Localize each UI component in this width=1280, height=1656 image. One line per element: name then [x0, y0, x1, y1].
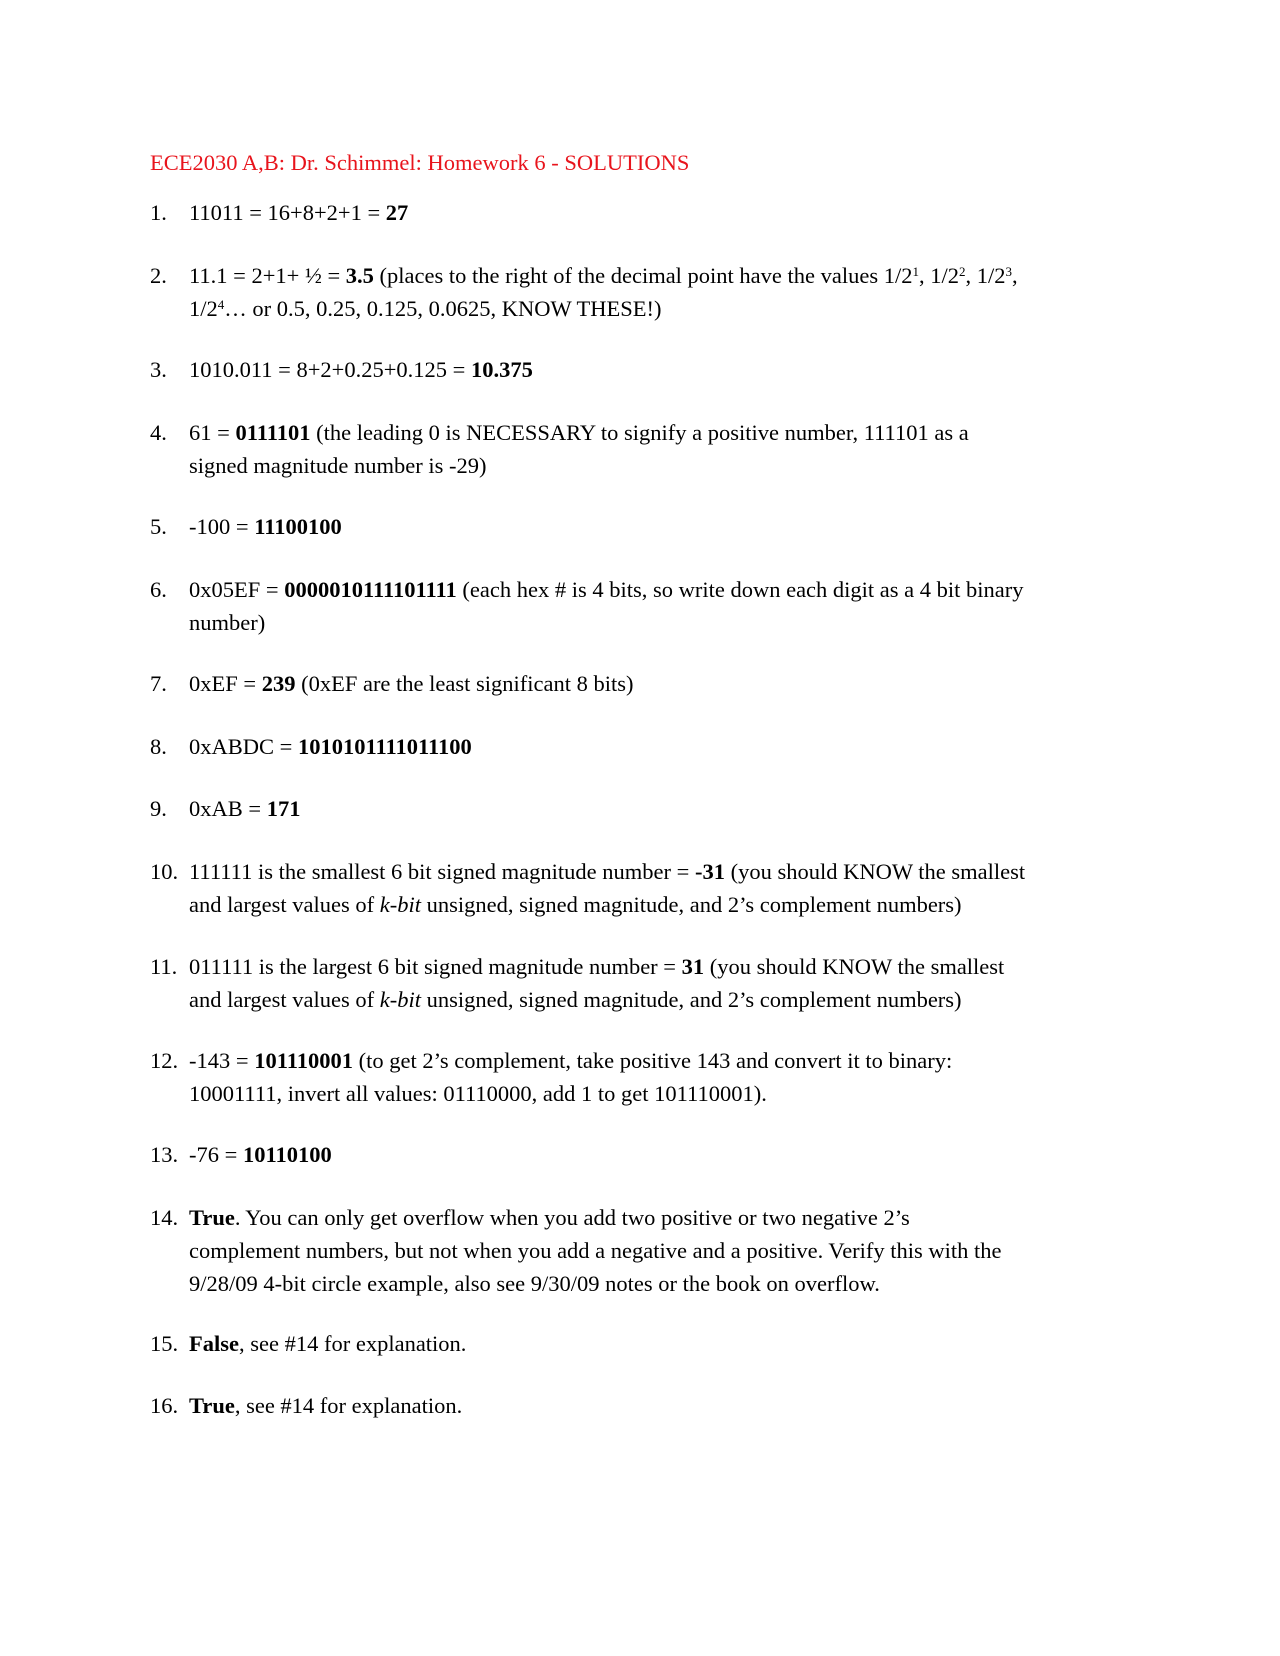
bold-answer: 0111101	[235, 420, 311, 445]
text-segment: and largest values of	[189, 892, 380, 917]
item-number: 3.	[150, 357, 167, 382]
bold-answer: -31	[694, 859, 725, 884]
item-text	[189, 1327, 1140, 1360]
bold-answer: 239	[261, 671, 296, 696]
text-line	[189, 1327, 1140, 1360]
text-segment: 0xEF =	[189, 671, 262, 696]
text-segment: and largest values of	[189, 987, 380, 1012]
text-segment: 61 =	[189, 420, 236, 445]
text-line	[189, 1267, 1140, 1300]
text-line	[189, 196, 1140, 229]
text-segment: (places to the right of the decimal point have the values 1/2	[373, 263, 913, 288]
text-line	[189, 730, 1140, 763]
text-line	[189, 1389, 1140, 1422]
text-segment: 0xABDC =	[189, 734, 298, 759]
bold-answer: 1010101111011100	[297, 734, 472, 759]
item-number: 4.	[150, 420, 167, 445]
bold-answer: 171	[266, 796, 301, 821]
item-number: 5.	[150, 514, 167, 539]
text-segment: (each hex # is 4 bits, so write down each digit as a 4 bit binary	[456, 577, 1024, 602]
text-segment: ,	[1012, 263, 1018, 288]
item-text	[189, 416, 1140, 482]
text-segment: -76 =	[189, 1142, 243, 1167]
solution-item-13	[150, 1138, 1140, 1171]
bold-answer: 10.375	[471, 357, 533, 382]
solution-item-15	[150, 1327, 1140, 1360]
item-number: 2.	[150, 263, 167, 288]
superscript: 2	[959, 263, 966, 279]
bold-answer: 27	[385, 200, 409, 225]
solution-item-12	[150, 1044, 1140, 1110]
item-text	[189, 667, 1140, 700]
text-line	[189, 855, 1140, 888]
text-segment: number)	[189, 610, 266, 635]
text-line	[189, 888, 1140, 921]
item-number: 12.	[150, 1048, 179, 1073]
italic-text: k-bit	[379, 892, 422, 917]
item-text	[189, 573, 1140, 639]
text-segment: -143 =	[189, 1048, 255, 1073]
text-segment: 9/28/09 4-bit circle example, also see 9/30/09 notes or the book on overflow.	[189, 1271, 880, 1296]
bold-answer: 11100100	[254, 514, 342, 539]
item-number: 9.	[150, 796, 167, 821]
solution-item-1	[150, 196, 1140, 229]
superscript: 1	[912, 263, 920, 279]
text-line	[189, 1138, 1140, 1171]
text-segment: (to get 2’s complement, take positive 143 and convert it to binary:	[352, 1048, 953, 1073]
item-text	[189, 792, 1140, 825]
text-segment: 0xAB =	[189, 796, 267, 821]
item-text	[189, 196, 1140, 229]
text-line	[189, 573, 1140, 606]
text-segment: 1010.011 = 8+2+0.25+0.125 =	[189, 357, 471, 382]
solution-item-10	[150, 855, 1140, 921]
item-text	[189, 1044, 1140, 1110]
bold-answer: True	[189, 1393, 235, 1418]
bold-answer: 3.5	[345, 263, 374, 288]
text-line	[189, 292, 1140, 325]
text-segment: . You can only get overflow when you add two positive or two negative 2’s	[234, 1205, 910, 1230]
item-text	[189, 353, 1140, 386]
text-segment: , 1/2	[919, 263, 960, 288]
bold-answer: 0000010111101111	[284, 577, 457, 602]
text-segment: 111111 is the smallest 6 bit signed magnitude number =	[189, 859, 695, 884]
text-segment: (0xEF are the least significant 8 bits)	[295, 671, 634, 696]
item-number: 7.	[150, 671, 167, 696]
superscript: 4	[217, 296, 225, 312]
item-text	[189, 855, 1140, 921]
text-segment: unsigned, signed magnitude, and 2’s complement numbers)	[421, 987, 962, 1012]
text-segment: , see #14 for explanation.	[234, 1393, 463, 1418]
solution-item-5	[150, 510, 1140, 543]
italic-text: k-bit	[379, 987, 422, 1012]
text-line	[189, 983, 1140, 1016]
item-text	[189, 259, 1140, 325]
item-number: 15.	[150, 1331, 179, 1356]
text-segment: 0x05EF =	[189, 577, 285, 602]
solution-item-2	[150, 259, 1140, 325]
text-line	[189, 510, 1140, 543]
text-segment: 11.1 = 2+1+ ½ =	[189, 263, 346, 288]
text-segment: 10001111, invert all values: 01110000, add 1 to get 101110001).	[189, 1081, 767, 1106]
text-line	[189, 449, 1140, 482]
superscript: 3	[1005, 263, 1013, 279]
text-segment: signed magnitude number is -29)	[189, 453, 487, 478]
item-text	[189, 1138, 1140, 1171]
text-segment: , 1/2	[965, 263, 1006, 288]
text-segment: , see #14 for explanation.	[239, 1331, 467, 1356]
item-number: 14.	[150, 1205, 179, 1230]
text-segment: (you should KNOW the smallest	[724, 859, 1026, 884]
bold-answer: True	[189, 1205, 235, 1230]
solution-item-3	[150, 353, 1140, 386]
bold-answer: 31	[681, 954, 705, 979]
solution-item-16	[150, 1389, 1140, 1422]
solution-item-9	[150, 792, 1140, 825]
solution-item-14	[150, 1201, 1140, 1300]
item-number: 11.	[150, 954, 178, 979]
text-line	[189, 1044, 1140, 1077]
text-segment: complement numbers, but not when you add a negative and a positive. Verify this with the	[189, 1238, 1002, 1263]
item-number: 1.	[150, 200, 167, 225]
text-line	[189, 792, 1140, 825]
text-segment: (the leading 0 is NECESSARY to signify a positive number, 111101 as a	[310, 420, 969, 445]
item-text	[189, 510, 1140, 543]
solution-item-11	[150, 950, 1140, 1016]
item-number: 13.	[150, 1142, 179, 1167]
item-number: 16.	[150, 1393, 179, 1418]
bold-answer: False	[189, 1331, 239, 1356]
text-line	[189, 950, 1140, 983]
text-segment: -100 =	[189, 514, 255, 539]
item-number: 10.	[150, 859, 179, 884]
item-text	[189, 950, 1140, 1016]
text-line	[189, 606, 1140, 639]
text-segment: (you should KNOW the smallest	[704, 954, 1005, 979]
text-line	[189, 1077, 1140, 1110]
item-number: 8.	[150, 734, 167, 759]
text-segment: 11011 = 16+8+2+1 =	[189, 200, 386, 225]
solution-item-8	[150, 730, 1140, 763]
item-text	[189, 1389, 1140, 1422]
text-segment: unsigned, signed magnitude, and 2’s complement numbers)	[421, 892, 962, 917]
solution-item-4	[150, 416, 1140, 482]
text-line	[189, 416, 1140, 449]
text-segment: 011111 is the largest 6 bit signed magnitude number =	[189, 954, 682, 979]
text-line	[189, 667, 1140, 700]
solution-item-7	[150, 667, 1140, 700]
item-number: 6.	[150, 577, 167, 602]
page-title: ECE2030 A,B: Dr. Schimmel: Homework 6 - SOLUTIONS	[150, 150, 690, 175]
text-line	[189, 1234, 1140, 1267]
item-text	[189, 1201, 1140, 1300]
bold-answer: 10110100	[242, 1142, 332, 1167]
solution-item-6	[150, 573, 1140, 639]
text-line	[189, 259, 1140, 292]
text-line	[189, 1201, 1140, 1234]
text-line	[189, 353, 1140, 386]
bold-answer: 101110001	[254, 1048, 353, 1073]
item-text	[189, 730, 1140, 763]
text-segment: … or 0.5, 0.25, 0.125, 0.0625, KNOW THESE!)	[224, 296, 662, 321]
text-segment: 1/2	[189, 296, 218, 321]
